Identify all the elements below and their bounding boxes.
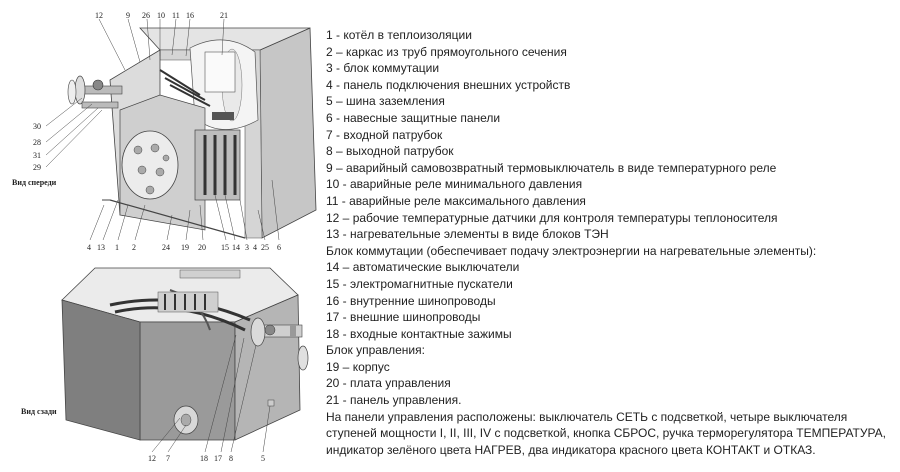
legend-item: 15 - электромагнитные пускатели [326,276,513,291]
callout-15: 15 [221,243,229,252]
legend-item: 21 - панель управления. [326,393,462,408]
callout-24: 24 [162,243,170,252]
callout-25: 25 [261,243,269,252]
front-callouts-bottom [87,243,281,252]
callout-3: 3 [245,243,249,252]
callout-26: 26 [142,11,150,20]
callout-18: 18 [200,454,208,463]
callout-4a: 4 [87,243,91,252]
legend-item: 17 - внешние шинопроводы [326,310,481,325]
legend-section-heading: Блок управления: [326,343,425,358]
legend-item: 4 - панель подключения внешних устройств [326,77,571,92]
legend-item: 2 – каркас из труб прямоугольного сечения [326,44,567,59]
callout-31: 31 [33,151,41,160]
callout-8: 8 [229,454,233,463]
legend-item: 14 – автоматические выключатели [326,260,520,275]
callout-28: 28 [33,138,41,147]
callout-12: 12 [95,11,103,20]
legend-item: 16 - внутренние шинопроводы [326,293,496,308]
legend-item: 13 - нагревательные элементы в виде блоков ТЭН [326,227,609,242]
legend-item: 1 - котёл в теплоизоляции [326,28,472,42]
front-view-drawing [46,19,316,240]
callout-11: 11 [172,11,180,20]
callout-6: 6 [277,243,281,252]
legend-item: 7 - входной патрубок [326,127,443,142]
legend-item: 9 – аварийный самовозвратный термовыключатель в виде температурного реле [326,160,777,175]
legend-item: 11 - аварийные реле максимального давления [326,193,586,208]
callout-1: 1 [115,243,119,252]
legend-list [326,27,896,458]
legend-item: 8 – выходной патрубок [326,144,454,159]
legend-item: 19 – корпус [326,359,390,374]
front-callouts-left [33,122,41,172]
legend-item: 12 – рабочие температурные датчики для контроля температуры теплоносителя [326,210,778,225]
callout-2: 2 [132,243,136,252]
legend-section-heading: Блок коммутации (обеспечивает подачу электроэнергии на нагревательные элементы): [326,243,817,258]
callout-14: 14 [232,243,240,252]
callout-7: 7 [166,454,170,463]
callout-4b: 4 [253,243,257,252]
legend-item: 10 - аварийные реле минимального давления [326,177,583,192]
legend-item: 5 – шина заземления [326,94,445,109]
callout-19: 19 [181,243,189,252]
front-callouts-top [95,11,228,20]
legend-item: 6 - навесные защитные панели [326,110,501,125]
back-view-drawing [62,268,308,452]
control-panel-description: На панели управления расположены: выключатель СЕТЬ с подсветкой, четыре выключателя ступеней мощности I, II, III, IV с подсветкой, кнопка СБРОС, ручка терморегулятора ТЕМПЕРАТУРА, индикатор зелёного цвета НАГРЕВ, два индикатора красного цвета КОНТАКТ и ОТКАЗ. [326,409,886,457]
boiler-drawing-svg [0,0,318,472]
callout-5: 5 [261,454,265,463]
callout-29: 29 [33,163,41,172]
callout-21: 21 [220,11,228,20]
boiler-technical-drawing [0,0,318,472]
legend-item: 20 - плата управления [326,376,451,391]
callout-17: 17 [214,454,222,463]
back-view-label: Вид сзади [21,407,57,416]
callout-9: 9 [126,11,130,20]
legend-item: 18 - входные контактные зажимы [326,326,512,341]
callout-16: 16 [186,11,194,20]
back-callouts-bottom [148,454,265,463]
legend-item: 3 - блок коммутации [326,61,440,76]
front-view-label: Вид спереди [12,178,57,187]
callout-20: 20 [198,243,206,252]
callout-13: 13 [97,243,105,252]
callout-10: 10 [157,11,165,20]
callout-12b: 12 [148,454,156,463]
callout-30: 30 [33,122,41,131]
